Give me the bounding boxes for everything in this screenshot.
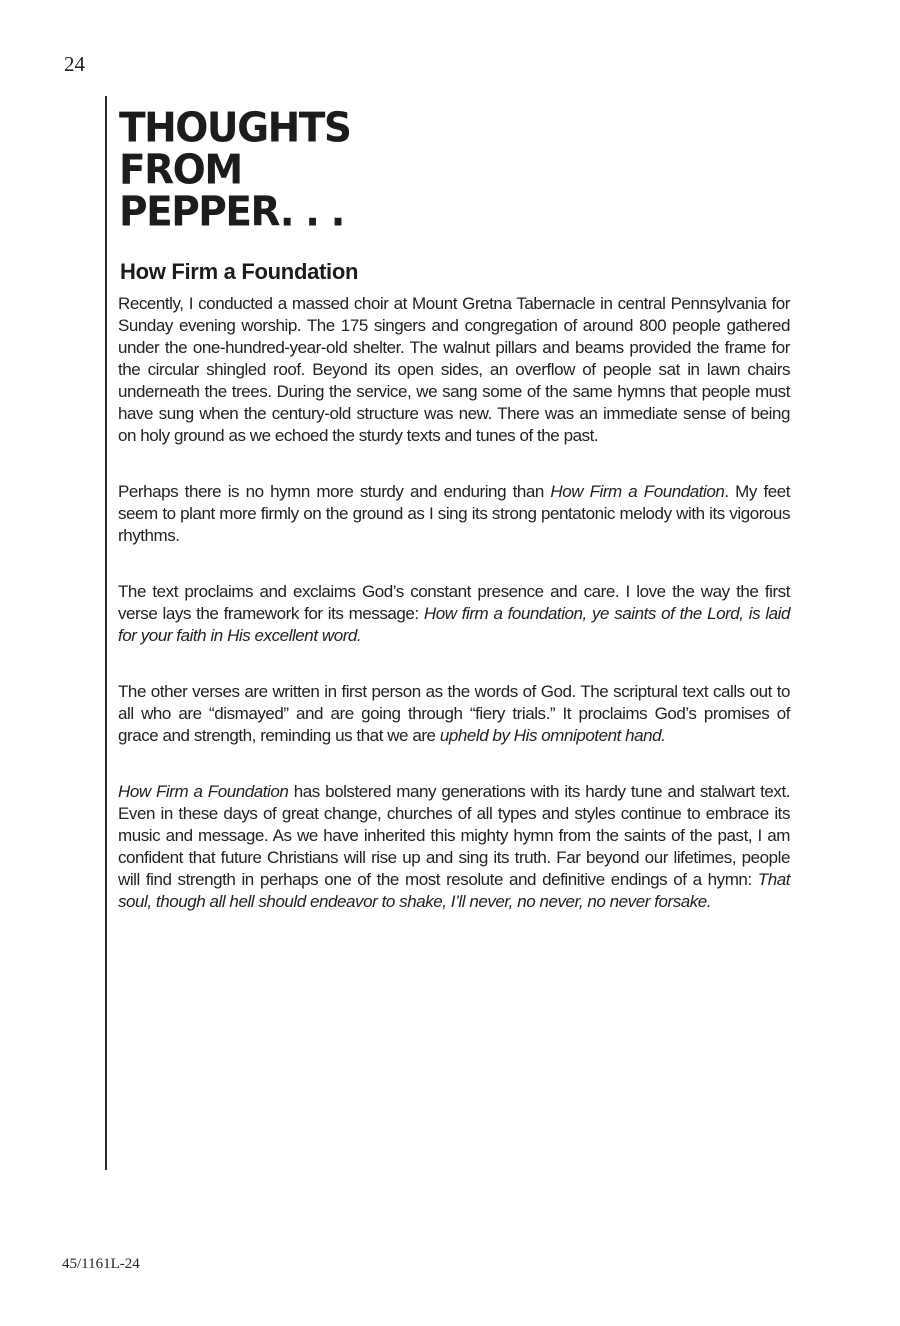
page-number: 24 bbox=[64, 52, 85, 76]
paragraph-3-quote: How firm a foundation, ye saints of the Lord, is laid for your faith in His excellent word. bbox=[118, 604, 790, 645]
paragraph-5-text: has bolstered many generations with its hardy tune and stalwart text. Even in these days of great change, churches of all types and styles continue to embrace its music and message. As we have inherited this mighty hymn from the saints of the past, I am confident that future Christians will rise up and sing its truth. Far beyond our lifetimes, people will find strength in perhaps one of the most resolute and definitive endings of a hymn: bbox=[118, 782, 790, 889]
footer-code: 45/1161L-24 bbox=[62, 1256, 140, 1272]
paragraph-1: Recently, I conducted a massed choir at Mount Gretna Tabernacle in central Pennsylvania for Sunday evening worship. The 175 singers and congregation of around 800 people gathered under the one-hundred-year-old shelter. The walnut pillars and beams provided the frame for the circular shingled roof. Beyond its open sides, an overflow of people sat in lawn chairs underneath the trees. During the service, we sang some of the same hymns that people must have sung when the century-old structure was new. There was an immediate sense of being on holy ground as we echoed the sturdy texts and tunes of the past. bbox=[118, 294, 790, 445]
paragraph-4-text: The other verses are written in first person as the words of God. The scriptural text calls out to all who are “dismayed” and are going through “fiery trials.” It proclaims God’s promises of grace and strength, reminding us that we are bbox=[118, 682, 790, 745]
paragraph-3-text: The text proclaims and exclaims God’s constant presence and care. I love the way the first verse lays the framework for its message: bbox=[118, 582, 790, 623]
paragraph-5-quote: That soul, though all hell should endeavor to shake, I’ll never, no never, no never forsake. bbox=[118, 870, 790, 911]
title-line-3: PEPPER. . . bbox=[119, 188, 344, 237]
article-body bbox=[118, 293, 790, 947]
article-heading: How Firm a Foundation bbox=[120, 259, 359, 284]
paragraph-3 bbox=[118, 581, 790, 647]
paragraph-2 bbox=[118, 481, 790, 547]
paragraph-5-hymn-title: How Firm a Foundation bbox=[118, 782, 289, 801]
paragraph-2-text-a: Perhaps there is no hymn more sturdy and enduring than bbox=[118, 482, 551, 501]
title-line-1: THOUGHTS bbox=[119, 104, 351, 153]
paragraph-4-quote: upheld by His omnipotent hand. bbox=[439, 726, 666, 745]
paragraph-5 bbox=[118, 781, 790, 913]
paragraph-2-text-b: . My feet seem to plant more firmly on the ground as I sing its strong pentatonic melody with its vigorous rhythms. bbox=[118, 482, 791, 545]
page-title bbox=[119, 104, 351, 237]
title-line-2: FROM bbox=[119, 146, 242, 195]
paragraph-2-hymn-title: How Firm a Foundation bbox=[550, 482, 725, 501]
vertical-rule bbox=[105, 96, 107, 1170]
paragraph-4 bbox=[118, 681, 790, 747]
